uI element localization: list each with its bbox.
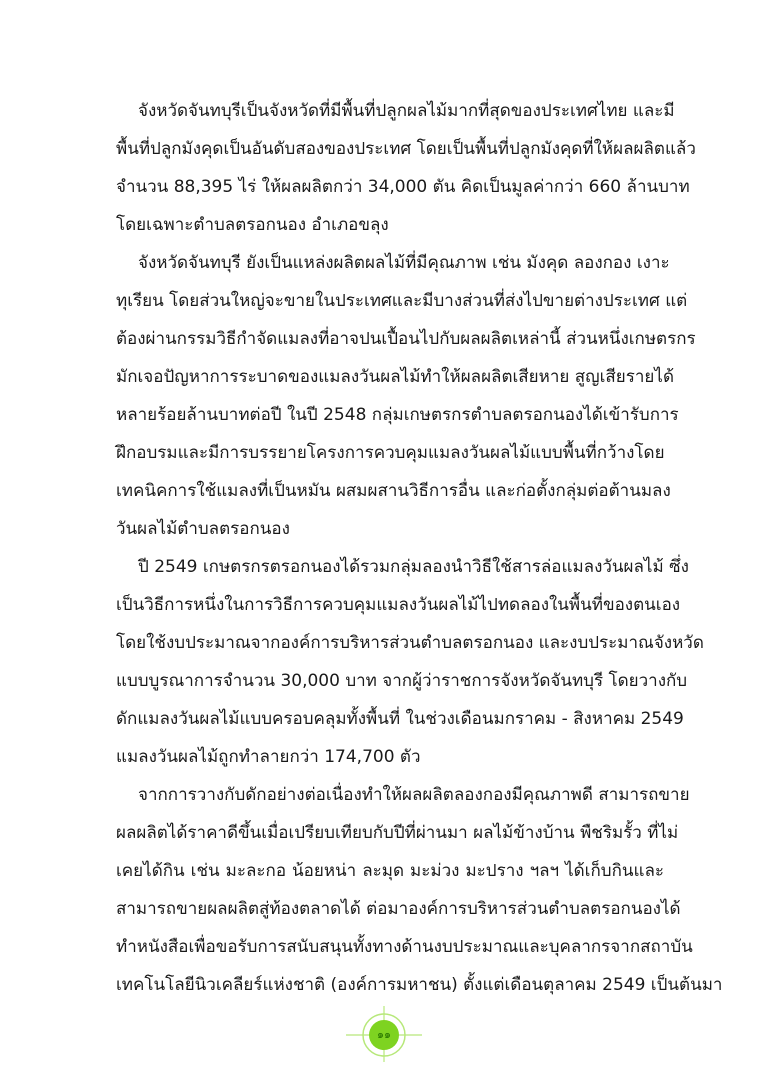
text-line: โดยใช้งบประมาณจากองค์การบริหารส่วนตำบลตรอกนอง และงบประมาณจังหวัด <box>116 633 704 653</box>
text-line: โดยเฉพาะตำบลตรอกนอง อำเภอขลุง <box>116 215 389 235</box>
text-line: สามารถขายผลผลิตสู่ท้องตลาดได้ ต่อมาองค์การบริหารส่วนตำบลตรอกนองได้ <box>116 899 681 919</box>
paragraph-3 <box>116 548 704 776</box>
text-line: ต้องผ่านกรรมวิธีกำจัดแมลงที่อาจปนเปื้อนไปกับผลผลิตเหล่านี้ ส่วนหนึ่งเกษตรกร <box>116 329 696 349</box>
paragraph-1 <box>116 92 696 244</box>
text-line: ผลผลิตได้ราคาดีขึ้นเมื่อเปรียบเทียบกับปีที่ผ่านมา ผลไม้ข้างบ้าน พืชริมรั้ว ที่ไม่ <box>116 823 679 843</box>
text-line: จังหวัดจันทบุรีเป็นจังหวัดที่มีพื้นที่ปลูกผลไม้มากที่สุดของประเทศไทย และมี <box>138 101 675 121</box>
paragraph-2 <box>116 244 696 548</box>
text-line: ทำหนังสือเพื่อขอรับการสนับสนุนทั้งทางด้านงบประมาณและบุคลากรจากสถาบัน <box>116 937 693 957</box>
text-line: ปี 2549 เกษตรกรตรอกนองได้รวมกลุ่มลองนำวิธีใช้สารล่อแมลงวันผลไม้ ซึ่ง <box>138 557 689 577</box>
text-line: แบบบูรณาการจำนวน 30,000 บาท จากผู้ว่าราชการจังหวัดจันทบุรี โดยวางกับ <box>116 671 688 691</box>
text-line: ทุเรียน โดยส่วนใหญ่จะขายในประเทศและมีบางส่วนที่ส่งไปขายต่างประเทศ แต่ <box>116 291 688 311</box>
text-line: จากการวางกับดักอย่างต่อเนื่องทำให้ผลผลิตลองกองมีคุณภาพดี สามารถขาย <box>138 785 690 805</box>
text-line: เทคนิคการใช้แมลงที่เป็นหมัน ผสมผสานวิธีการอื่น และก่อตั้งกลุ่มต่อต้านมลง <box>116 481 671 501</box>
text-line: มักเจอปัญหาการระบาดของแมลงวันผลไม้ทำให้ผลผลิตเสียหาย สูญเสียรายได้ <box>116 367 674 387</box>
text-line: พื้นที่ปลูกมังคุดเป็นอันดับสองของประเทศ โดยเป็นพื้นที่ปลูกมังคุดที่ให้ผลผลิตแล้ว <box>116 139 696 159</box>
page-number: ๑๑ <box>377 1028 391 1041</box>
text-line: จังหวัดจันทบุรี ยังเป็นแหล่งผลิตผลไม้ที่มีคุณภาพ เช่น มังคุด ลองกอง เงาะ <box>138 253 670 273</box>
document-body <box>116 92 723 1004</box>
text-line: เคยได้กิน เช่น มะละกอ น้อยหน่า ละมุด มะม่วง มะปราง ฯลฯ ได้เก็บกินและ <box>116 861 664 881</box>
text-line: วันผลไม้ตำบลตรอกนอง <box>116 519 290 539</box>
paragraph-4 <box>116 776 723 1004</box>
text-line: ดักแมลงวันผลไม้แบบครอบคลุมทั้งพื้นที่ ในช่วงเดือนมกราคม - สิงหาคม 2549 <box>116 709 684 729</box>
text-line: หลายร้อยล้านบาทต่อปี ในปี 2548 กลุ่มเกษตรกรตำบลตรอกนองได้เข้ารับการ <box>116 405 679 425</box>
text-line: ฝึกอบรมและมีการบรรยายโครงการควบคุมแมลงวันผลไม้แบบพื้นที่กว้างโดย <box>116 443 665 463</box>
page-footer <box>344 1004 424 1064</box>
text-line: เป็นวิธีการหนึ่งในการวิธีการควบคุมแมลงวันผลไม้ไปทดลองในพื้นที่ของตนเอง <box>116 595 681 615</box>
text-line: จำนวน 88,395 ไร่ ให้ผลผลิตกว่า 34,000 ตัน คิดเป็นมูลค่ากว่า 660 ล้านบาท <box>116 177 690 197</box>
text-line: แมลงวันผลไม้ถูกทำลายกว่า 174,700 ตัว <box>116 747 421 767</box>
text-line: เทคโนโลยีนิวเคลียร์แห่งชาติ (องค์การมหาชน) ตั้งแต่เดือนตุลาคม 2549 เป็นต้นมา <box>116 975 723 995</box>
